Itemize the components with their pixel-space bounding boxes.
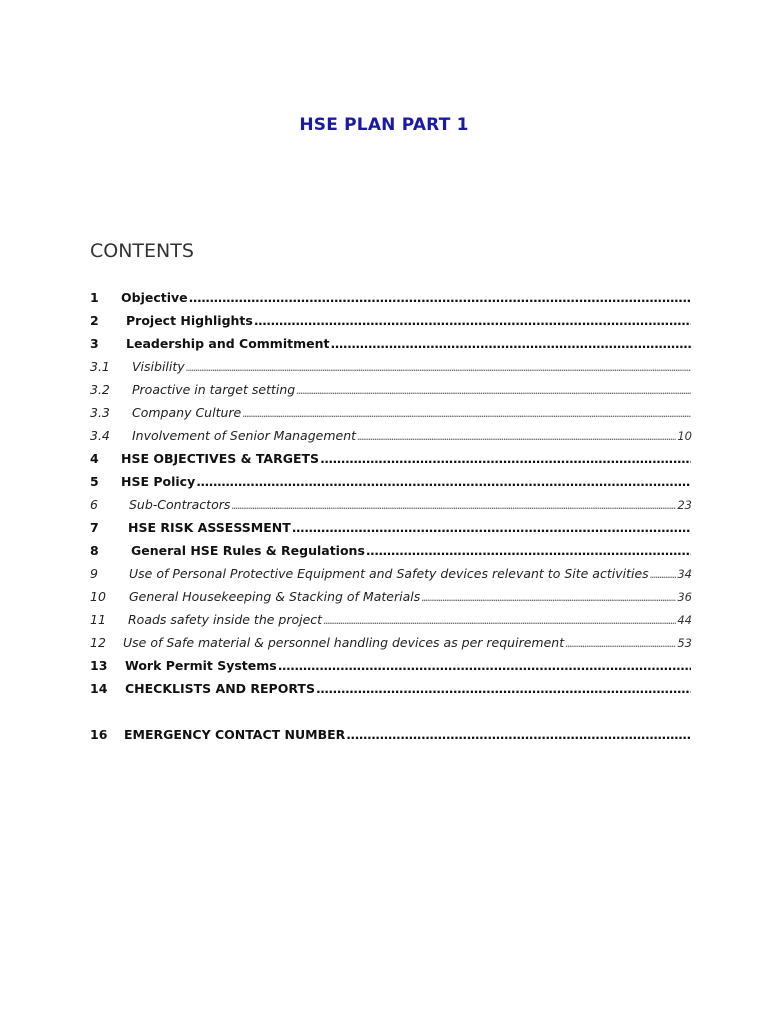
- toc-number: 2: [90, 313, 99, 328]
- toc-entry-10[interactable]: [90, 585, 692, 608]
- toc-number: 5: [90, 474, 99, 489]
- table-of-contents: [90, 286, 692, 746]
- toc-number: 16: [90, 727, 108, 742]
- toc-leader: [189, 286, 691, 309]
- toc-entry-8[interactable]: [90, 539, 692, 562]
- toc-entry-5[interactable]: [90, 470, 692, 493]
- toc-number: 4: [90, 451, 99, 466]
- toc-label: CHECKLISTS AND REPORTS: [125, 681, 315, 696]
- toc-entry-9[interactable]: [90, 562, 692, 585]
- toc-leader: [357, 424, 676, 447]
- toc-label: Use of Personal Protective Equipment and Safety devices relevant to Site activities: [129, 566, 649, 581]
- toc-label: HSE OBJECTIVES & TARGETS: [121, 451, 320, 466]
- toc-page: 44: [677, 613, 692, 627]
- toc-entry-1[interactable]: [90, 286, 692, 309]
- toc-label: HSE RISK ASSESSMENT: [128, 520, 291, 535]
- toc-label: Visibility: [132, 359, 185, 374]
- toc-leader: [565, 631, 676, 654]
- toc-leader: [278, 654, 691, 677]
- toc-label: Proactive in target setting: [132, 382, 296, 397]
- toc-entry-11[interactable]: [90, 608, 692, 631]
- toc-entry-3-4[interactable]: [90, 424, 692, 447]
- toc-number: 3: [90, 336, 99, 351]
- toc-page: 36: [677, 590, 692, 604]
- toc-entry-12[interactable]: [90, 631, 692, 654]
- toc-number: 3.1: [90, 359, 110, 374]
- toc-entry-4[interactable]: [90, 447, 692, 470]
- toc-leader: [323, 608, 676, 631]
- toc-leader: [330, 332, 691, 355]
- toc-number: 8: [90, 543, 99, 558]
- toc-label: Roads safety inside the project: [128, 612, 323, 627]
- toc-number: 7: [90, 520, 99, 535]
- toc-page: 53: [677, 636, 692, 650]
- toc-entry-16[interactable]: [90, 723, 692, 746]
- toc-leader: [366, 539, 691, 562]
- toc-leader: [186, 355, 691, 378]
- toc-entry-14[interactable]: [90, 677, 692, 700]
- toc-leader: [231, 493, 676, 516]
- toc-number: 3.2: [90, 382, 110, 397]
- toc-label: General HSE Rules & Regulations: [131, 543, 365, 558]
- toc-page: 10: [677, 429, 692, 443]
- toc-number: 6: [90, 497, 98, 512]
- toc-label: Sub-Contractors: [129, 497, 231, 512]
- toc-entry-3-3[interactable]: [90, 401, 692, 424]
- toc-entry-6[interactable]: [90, 493, 692, 516]
- toc-label: Work Permit Systems: [125, 658, 277, 673]
- toc-leader: [346, 723, 691, 746]
- toc-label: Involvement of Senior Management: [132, 428, 357, 443]
- toc-leader: [650, 562, 677, 585]
- toc-leader: [292, 516, 691, 539]
- toc-number: 13: [90, 658, 108, 673]
- toc-number: 3.3: [90, 405, 110, 420]
- toc-number: 9: [90, 566, 98, 581]
- toc-label: Company Culture: [132, 405, 242, 420]
- toc-entry-2[interactable]: [90, 309, 692, 332]
- toc-label: EMERGENCY CONTACT NUMBER: [124, 727, 346, 742]
- toc-number: 12: [90, 635, 106, 650]
- toc-number: 1: [90, 290, 99, 305]
- toc-entry-3-2[interactable]: [90, 378, 692, 401]
- toc-leader: [254, 309, 691, 332]
- toc-label: HSE Policy: [121, 474, 196, 489]
- toc-number: 11: [90, 612, 106, 627]
- toc-page: 23: [677, 498, 692, 512]
- toc-label: Project Highlights: [126, 313, 253, 328]
- toc-leader: [242, 401, 691, 424]
- toc-page: 34: [677, 567, 692, 581]
- toc-leader: [316, 677, 691, 700]
- toc-leader: [320, 447, 691, 470]
- contents-heading: CONTENTS: [90, 240, 194, 262]
- toc-leader: [196, 470, 691, 493]
- toc-number: 14: [90, 681, 108, 696]
- toc-label: Use of Safe material & personnel handling devices as per requirement: [123, 635, 565, 650]
- toc-label: General Housekeeping & Stacking of Materials: [129, 589, 421, 604]
- toc-leader: [421, 585, 676, 608]
- toc-number: 10: [90, 589, 106, 604]
- toc-label: Leadership and Commitment: [126, 336, 330, 351]
- toc-leader: [296, 378, 691, 401]
- toc-spacer: [90, 700, 692, 723]
- toc-entry-3-1[interactable]: [90, 355, 692, 378]
- toc-entry-7[interactable]: [90, 516, 692, 539]
- toc-entry-3[interactable]: [90, 332, 692, 355]
- document-title: HSE PLAN PART 1: [299, 115, 469, 135]
- toc-label: Objective: [121, 290, 188, 305]
- toc-entry-13[interactable]: [90, 654, 692, 677]
- toc-number: 3.4: [90, 428, 110, 443]
